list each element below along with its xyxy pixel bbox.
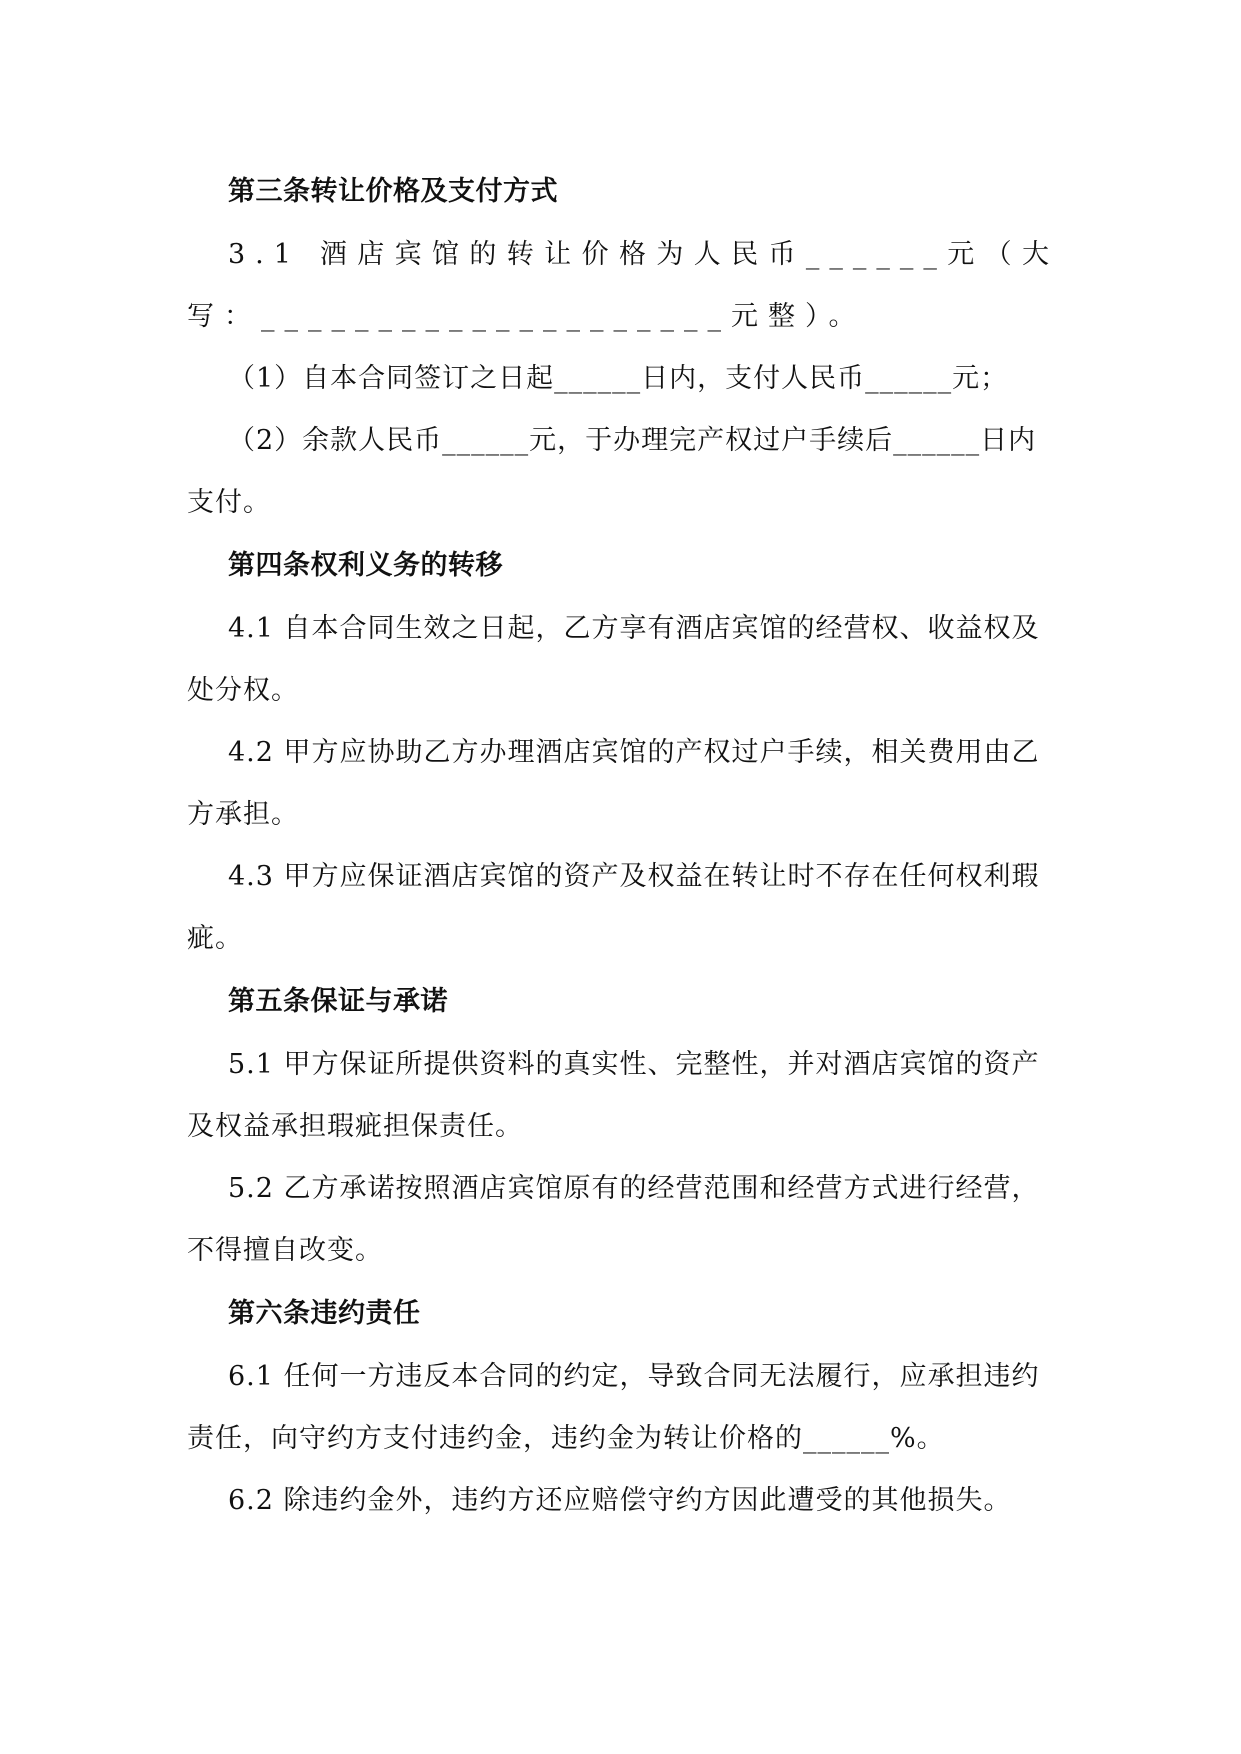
clause-5-1: 5.1 甲方保证所提供资料的真实性、完整性，并对酒店宾馆的资产及权益承担瑕疵担保责任。 xyxy=(187,1049,1040,1142)
clause-4-1: 4.1 自本合同生效之日起，乙方享有酒店宾馆的经营权、收益权及处分权。 xyxy=(187,613,1040,706)
section-article-3 xyxy=(187,160,1059,534)
clause-3-1-item-2: （2）余款人民币______元，于办理完产权过户手续后______日内支付。 xyxy=(187,425,1037,518)
section-heading: 第三条转让价格及支付方式 xyxy=(228,176,558,207)
clause-6-2: 6.2 除违约金外，违约方还应赔偿守约方因此遭受的其他损失。 xyxy=(228,1485,1012,1516)
section-article-4 xyxy=(187,534,1059,970)
section-heading: 第四条权利义务的转移 xyxy=(228,550,503,581)
clause-3-1-item-1: （1）自本合同签订之日起______日内，支付人民币______元； xyxy=(228,363,1009,394)
clause-3-1: 3.1 酒店宾馆的转让价格为人民币______元（大写：____________________元整）。 xyxy=(187,239,1059,332)
section-heading: 第六条违约责任 xyxy=(228,1298,421,1329)
clause-4-2: 4.2 甲方应协助乙方办理酒店宾馆的产权过户手续，相关费用由乙方承担。 xyxy=(187,737,1040,830)
section-heading: 第五条保证与承诺 xyxy=(228,986,448,1017)
clause-4-3: 4.3 甲方应保证酒店宾馆的资产及权益在转让时不存在任何权利瑕疵。 xyxy=(187,861,1040,954)
contract-body xyxy=(187,160,1059,1532)
clause-6-1: 6.1 任何一方违反本合同的约定，导致合同无法履行，应承担违约责任，向守约方支付违约金，违约金为转让价格的______%。 xyxy=(187,1361,1040,1454)
clause-5-2: 5.2 乙方承诺按照酒店宾馆原有的经营范围和经营方式进行经营，不得擅自改变。 xyxy=(187,1173,1040,1266)
section-article-5 xyxy=(187,970,1059,1282)
section-article-6 xyxy=(187,1282,1059,1532)
